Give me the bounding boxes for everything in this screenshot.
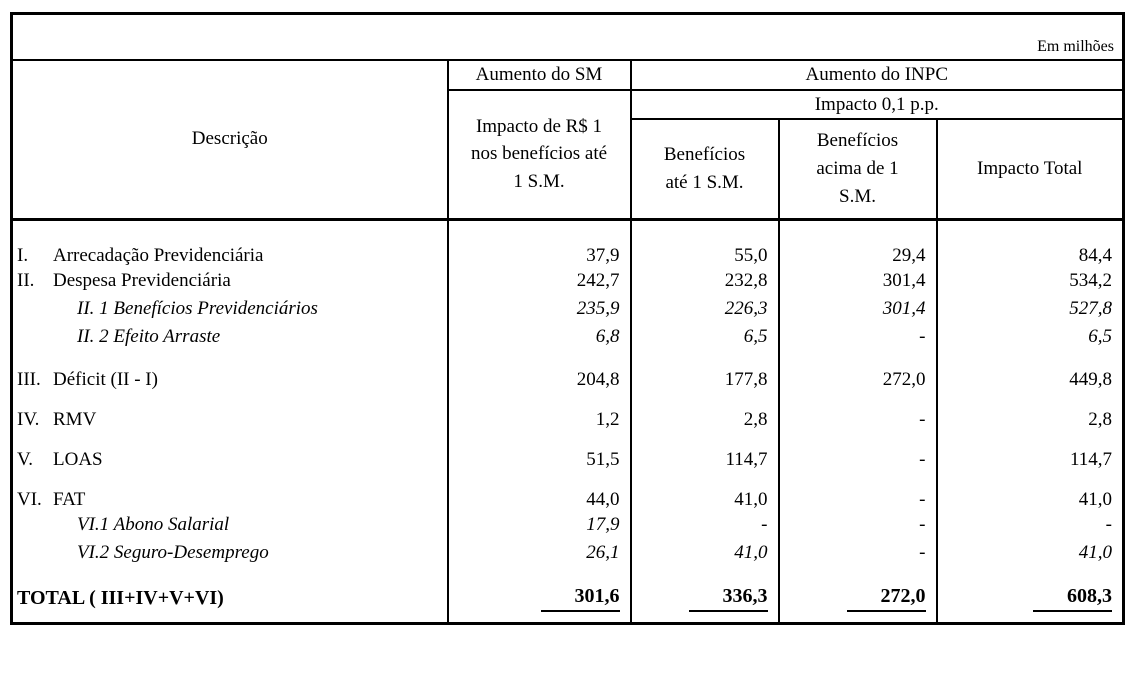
cell-inpc-acima: 301,4 — [779, 295, 937, 323]
table-body — [12, 219, 1124, 623]
total-value: 608,3 — [1033, 585, 1112, 612]
table-row-ii — [12, 267, 1124, 295]
row-numeral: VI. — [17, 488, 42, 510]
table-row-iii — [12, 351, 1124, 391]
cell-sm: 204,8 — [448, 351, 631, 391]
row-label: II. 2 Efeito Arraste — [77, 325, 221, 347]
total-value: 301,6 — [541, 585, 620, 612]
cell-impacto-total: 527,8 — [937, 295, 1124, 323]
row-label: LOAS — [53, 448, 103, 470]
row-label: Despesa Previdenciária — [53, 269, 231, 291]
cell-inpc-acima: - — [779, 539, 937, 567]
table-row-vi-1 — [12, 511, 1124, 539]
row-label: VI.1 Abono Salarial — [77, 513, 230, 535]
row-label-cell — [12, 351, 448, 391]
cell-inpc-ate: 41,0 — [631, 471, 779, 511]
table-row-vi-2 — [12, 539, 1124, 567]
unit-note-row — [12, 14, 1124, 60]
row-label: Arrecadação Previdenciária — [53, 244, 264, 266]
header-impacto-r1: Impacto de R$ 1 nos benefícios até 1 S.M. — [448, 90, 631, 220]
unit-note: Em milhões — [12, 14, 1124, 60]
total-label: TOTAL ( III+IV+V+VI) — [17, 586, 224, 609]
total-cell-sm — [448, 567, 631, 624]
cell-impacto-total: 449,8 — [937, 351, 1124, 391]
cell-sm: 26,1 — [448, 539, 631, 567]
cell-inpc-acima: - — [779, 431, 937, 471]
cell-inpc-acima: - — [779, 511, 937, 539]
cell-inpc-ate: 226,3 — [631, 295, 779, 323]
row-label-cell — [12, 295, 448, 323]
header-aumento-sm: Aumento do SM — [448, 60, 631, 90]
cell-sm: 51,5 — [448, 431, 631, 471]
row-numeral: I. — [17, 244, 29, 266]
row-label-cell — [12, 539, 448, 567]
table-row-ii-2 — [12, 323, 1124, 351]
table-row-total — [12, 567, 1124, 624]
cell-inpc-ate: 41,0 — [631, 539, 779, 567]
total-cell-inpc-acima — [779, 567, 937, 624]
row-numeral: IV. — [17, 408, 40, 430]
row-numeral: V. — [17, 448, 34, 470]
header-descricao: Descrição — [12, 60, 448, 220]
cell-inpc-ate: 2,8 — [631, 391, 779, 431]
cell-inpc-acima: - — [779, 391, 937, 431]
header-impacto-total: Impacto Total — [937, 119, 1124, 219]
cell-impacto-total: 6,5 — [937, 323, 1124, 351]
cell-sm: 44,0 — [448, 471, 631, 511]
header-aumento-inpc: Aumento do INPC — [631, 60, 1124, 90]
cell-impacto-total: 2,8 — [937, 391, 1124, 431]
header-beneficios-acima: Benefícios acima de 1 S.M. — [779, 119, 937, 219]
table-row-v — [12, 431, 1124, 471]
table-row-iv — [12, 391, 1124, 431]
row-label-cell — [12, 267, 448, 295]
cell-inpc-acima: - — [779, 323, 937, 351]
row-numeral: III. — [17, 368, 41, 390]
table-row-i — [12, 219, 1124, 267]
cell-inpc-acima: - — [779, 471, 937, 511]
cell-inpc-acima: 301,4 — [779, 267, 937, 295]
cell-impacto-total: 84,4 — [937, 219, 1124, 267]
row-label-cell — [12, 391, 448, 431]
row-label-cell — [12, 431, 448, 471]
total-value: 336,3 — [689, 585, 768, 612]
cell-sm: 17,9 — [448, 511, 631, 539]
cell-impacto-total: 114,7 — [937, 431, 1124, 471]
cell-impacto-total: 41,0 — [937, 539, 1124, 567]
row-label: RMV — [53, 408, 97, 430]
row-label-cell — [12, 219, 448, 267]
total-cell-inpc-ate — [631, 567, 779, 624]
cell-inpc-ate: 177,8 — [631, 351, 779, 391]
total-value: 272,0 — [847, 585, 926, 612]
row-label-cell — [12, 511, 448, 539]
cell-inpc-acima: 29,4 — [779, 219, 937, 267]
cell-inpc-ate: 6,5 — [631, 323, 779, 351]
cell-sm: 37,9 — [448, 219, 631, 267]
table-row-ii-1 — [12, 295, 1124, 323]
header-impacto-pp: Impacto 0,1 p.p. — [631, 90, 1124, 120]
header-row-1 — [12, 60, 1124, 90]
cell-impacto-total: - — [937, 511, 1124, 539]
row-label-cell — [12, 471, 448, 511]
cell-inpc-ate: 55,0 — [631, 219, 779, 267]
table-header — [12, 14, 1124, 220]
row-label: II. 1 Benefícios Previdenciários — [77, 297, 318, 319]
cell-impacto-total: 41,0 — [937, 471, 1124, 511]
cell-sm: 242,7 — [448, 267, 631, 295]
row-numeral: II. — [17, 269, 35, 291]
row-label: VI.2 Seguro-Desemprego — [77, 541, 269, 563]
cell-sm: 1,2 — [448, 391, 631, 431]
cell-inpc-ate: - — [631, 511, 779, 539]
cell-inpc-ate: 232,8 — [631, 267, 779, 295]
cell-sm: 235,9 — [448, 295, 631, 323]
cell-sm: 6,8 — [448, 323, 631, 351]
cell-impacto-total: 534,2 — [937, 267, 1124, 295]
row-label: FAT — [53, 488, 86, 510]
header-beneficios-ate: Benefícios até 1 S.M. — [631, 119, 779, 219]
row-label-cell — [12, 323, 448, 351]
cell-inpc-ate: 114,7 — [631, 431, 779, 471]
impact-table — [10, 12, 1125, 625]
table-row-vi — [12, 471, 1124, 511]
cell-inpc-acima: 272,0 — [779, 351, 937, 391]
total-cell-impacto-total — [937, 567, 1124, 624]
row-label: Déficit (II - I) — [53, 368, 158, 390]
